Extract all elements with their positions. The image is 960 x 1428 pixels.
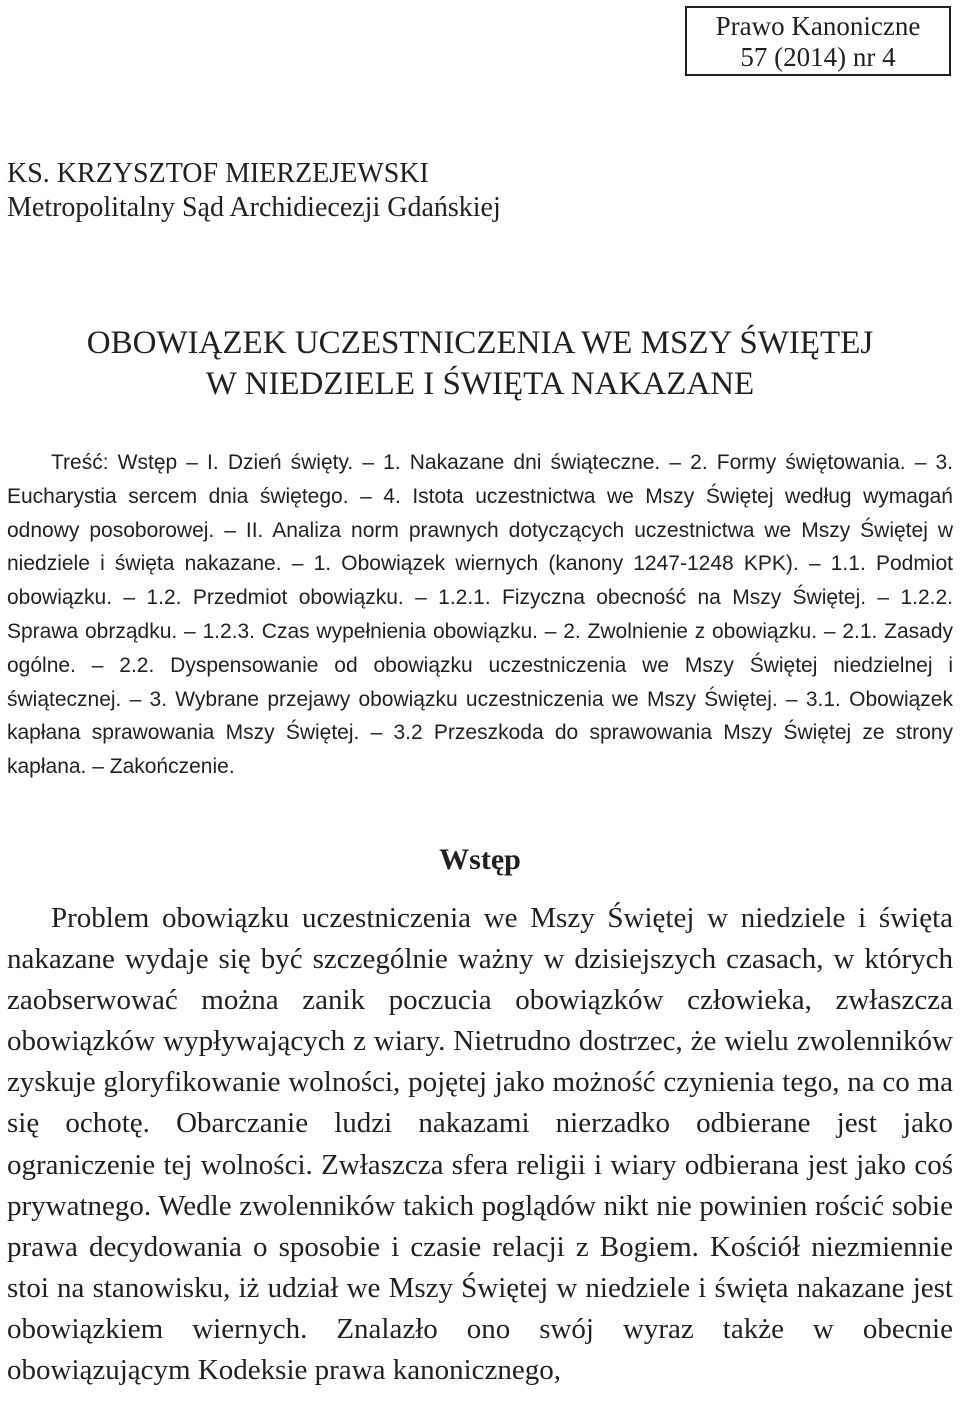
table-of-contents: Treść: Wstęp – I. Dzień święty. – 1. Nakazane dni świąteczne. – 2. Formy świętowania. – 3. Eucharystia sercem dnia świętego. – 4. Istota uczestnictwa we Mszy Świętej według wymagań odnowy posoborowej. – II. Analiza norm prawnych dotyczących uczestnictwa we Mszy Świętej w niedziele i święta nakazane. – 1. Obowiązek wiernych (kanony 1247-1248 KPK). – 1.1. Podmiot obowiązku. – 1.2. Przedmiot obowiązku. – 1.2.1. Fizyczna obecność na Mszy Świętej. – 1.2.2. Sprawa obrządku. – 1.2.3. Czas wypełnienia obowiązku. – 2. Zwolnienie z obowiązku. – 2.1. Zasady ogólne. – 2.2. Dyspensowanie od obowiązku uczestniczenia we Mszy Świętej niedzielnej i świątecznej. – 3. Wybrane przejawy obowiązku uczestniczenia we Mszy Świętej. – 3.1. Obowiązek kapłana sprawowania Mszy Świętej. – 3.2 Przeszkoda do sprawowania Mszy Świętej ze strony kapłana. – Zakończenie. (7, 451, 953, 779)
journal-name: Prawo Kanoniczne (715, 11, 921, 41)
author-name: KS. KRZYSZTOF MIERZEJEWSKI (7, 158, 429, 189)
article-title-line-2: W NIEDZIELE I ŚWIĘTA NAKAZANE (205, 366, 755, 402)
article-title-line-1: OBOWIĄZEK UCZESTNICZENIA WE MSZY ŚWIĘTEJ (86, 325, 874, 361)
journal-header-box (685, 6, 951, 76)
section-heading: Wstęp (439, 843, 521, 876)
journal-issue: 57 (2014) nr 4 (740, 42, 896, 72)
article-title (0, 323, 960, 405)
author-affiliation: Metropolitalny Sąd Archidiecezji Gdańskiej (7, 192, 501, 223)
author-block (7, 157, 501, 225)
body-paragraph: Problem obowiązku uczestniczenia we Mszy Świętej w niedziele i święta nakazane wydaje się być szczególnie ważny w dzisiejszych czasach, w których zaobserwować można zanik poczucia obowiązków człowieka, zwłaszcza obowiązków wypływających z wiary. Nietrudno dostrzec, że wielu zwolenników zyskuje gloryfikowanie wolności, pojętej jako możność czynienia tego, na co ma się ochotę. Obarczanie ludzi nakazami nierzadko odbierane jest jako ograniczenie tej wolności. Zwłaszcza sfera religii i wiary odbierana jest jako coś prywatnego. Wedle zwolenników takich poglądów nikt nie powinien rościć sobie prawa decydowania o sposobie i czasie relacji z Bogiem. Kościół niezmiennie stoi na stanowisku, iż udział we Mszy Świętej w niedziele i święta nakazane jest obowiązkiem wiernych. Znalazło ono swój wyraz także w obecnie obowiązującym Kodeksie prawa kanonicznego, (7, 902, 953, 1387)
